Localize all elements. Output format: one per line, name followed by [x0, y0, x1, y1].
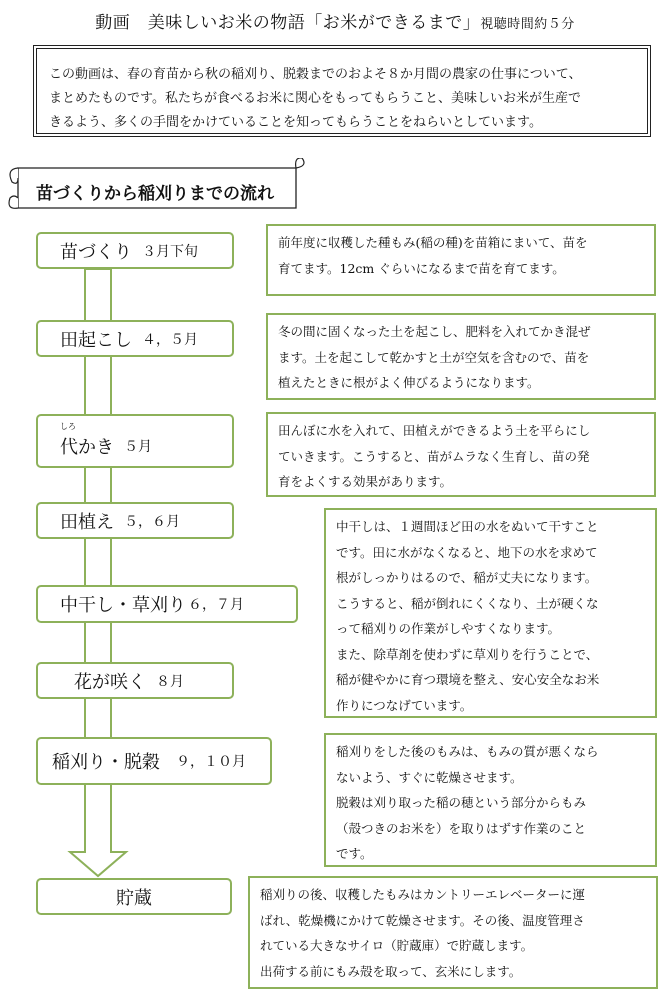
- desc-line: 出荷する前にもみ殻を取って、玄米にします。: [260, 963, 522, 979]
- desc-line: です。: [336, 846, 373, 861]
- desc-line: こうすると、稲が倒れにくくなり、土が硬くな: [336, 595, 599, 611]
- step-chozo: [36, 878, 232, 915]
- step-name: 田植え: [60, 511, 114, 533]
- step-name: 稲刈り・脱穀: [52, 752, 160, 773]
- viewing-time: 視聴時間約５分: [480, 17, 575, 32]
- step-name: 中干し・草刈り: [60, 595, 186, 616]
- desc-line: 根がしっかりはるので、稲が丈夫になります。: [336, 570, 598, 585]
- desc-line: 育をよくする効果があります。: [278, 474, 453, 489]
- description-nae-zukuri: [266, 224, 656, 296]
- step-period: ３月下旬: [142, 243, 198, 260]
- step-hana: [36, 662, 234, 699]
- desc-line: です。田に水がなくなると、地下の水を求めて: [336, 544, 598, 560]
- step-name: 田起こし: [60, 329, 132, 351]
- desc-line: 育てます。12cm ぐらいになるまで苗を育てます。: [278, 260, 565, 276]
- step-name: 貯蔵: [116, 887, 152, 909]
- desc-line: 稲刈りの後、収穫したもみはカントリーエレベーターに運: [260, 887, 586, 902]
- step-name-text: 代かき: [60, 437, 114, 458]
- step-ta-okoshi: [36, 320, 234, 357]
- intro-line: まとめたものです。私たちが食べるお米に関心をもってもらうこと、美味しいお米が生産で: [49, 91, 581, 106]
- step-name: 苗づくり: [60, 241, 132, 263]
- step-name: 花が咲く: [74, 671, 146, 693]
- desc-line: （殻つきのお米を）を取りはずす作業のこと: [336, 820, 587, 836]
- desc-line: 中干しは、１週間ほど田の水をぬいて干すこと: [336, 519, 599, 534]
- desc-line: 植えたときに根がよく伸びるようになります。: [278, 375, 540, 390]
- step-nakaboshi: [36, 585, 298, 623]
- desc-line: ていきます。こうすると、苗がムラなく生育し、苗の発: [278, 448, 590, 464]
- intro-line: この動画は、春の育苗から秋の稲刈り、脱穀までのおよそ８か月間の農家の仕事について、: [49, 67, 582, 82]
- description-ta-okoshi: [266, 313, 656, 400]
- step-period: ９，１０月: [176, 754, 246, 770]
- title-text: 動画 美味しいお米の物語「お米ができるまで」: [95, 13, 481, 33]
- intro-line: きるよう、多くの手間をかけていることを知ってもらうことをねらいとしています。: [49, 115, 542, 130]
- step-nae-zukuri: [36, 232, 234, 269]
- step-period: ４，５月: [142, 331, 198, 348]
- step-period: ５月: [124, 439, 152, 455]
- step-period: ５，６月: [124, 513, 180, 530]
- desc-line: 田んぼに水を入れて、田植えができるよう土を平らにし: [278, 423, 591, 438]
- desc-line: 脱穀は刈り取った稲の穂という部分からもみ: [336, 795, 587, 810]
- desc-line: れている大きなサイロ（貯蔵庫）で貯蔵します。: [260, 938, 534, 953]
- desc-line: 作りにつなげています。: [336, 697, 473, 713]
- description-nakaboshi: [324, 508, 657, 718]
- desc-line: ばれ、乾燥機にかけて乾燥させます。その後、温度管理さ: [260, 912, 585, 928]
- desc-line: 稲刈りをした後のもみは、もみの質が悪くなら: [336, 744, 599, 759]
- desc-line: 前年度に収穫した種もみ(稲の種)を苗箱にまいて、苗を: [278, 235, 588, 250]
- step-period: ８月: [156, 673, 184, 690]
- ruby-reading: しろ: [60, 422, 76, 431]
- desc-line: また、除草剤を使わずに草刈りを行うことで、: [336, 646, 599, 662]
- step-taue: [36, 502, 234, 539]
- description-chozo: [248, 876, 658, 989]
- desc-line: ます。土を起こして乾かすと土が空気を含むので、苗を: [278, 349, 590, 365]
- description-shirokaki: [266, 412, 656, 497]
- step-name: [60, 422, 114, 459]
- description-inekari: [324, 733, 657, 867]
- desc-line: 冬の間に固くなった土を起こし、肥料を入れてかき混ぜ: [278, 324, 591, 339]
- section-title: 苗づくりから稲刈りまでの流れ: [36, 184, 274, 204]
- step-inekari: [36, 737, 272, 785]
- step-shirokaki: [36, 414, 234, 468]
- desc-line: 稲が健やかに育つ環境を整え、安心安全なお米: [336, 672, 600, 687]
- desc-line: ないよう、すぐに乾燥させます。: [336, 769, 523, 785]
- desc-line: って稲刈りの作業がしやすくなります。: [336, 621, 561, 636]
- step-period: ６，７月: [188, 597, 244, 613]
